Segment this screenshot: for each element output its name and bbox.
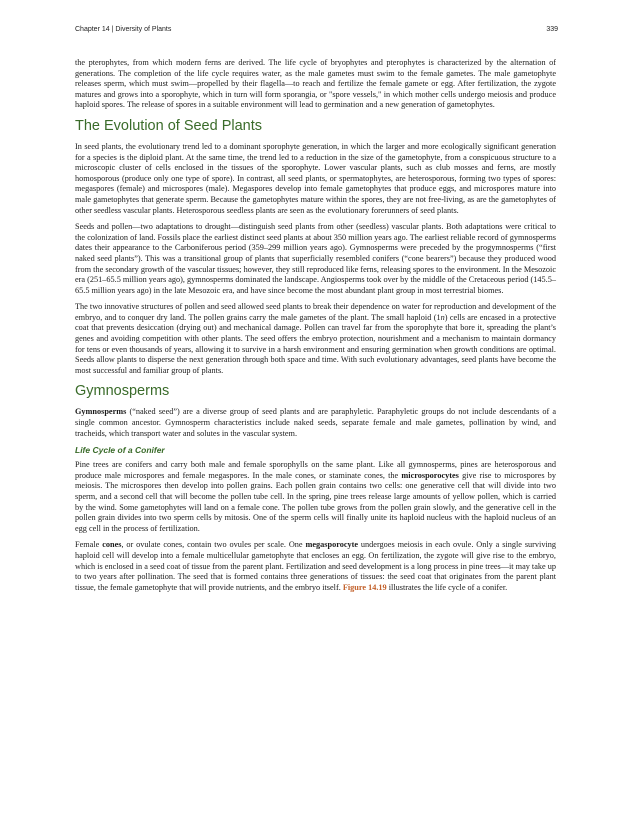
text-span: Pine trees are conifers and carry both male and female sporophylls on the same plant. Like all gymnosperms, pines are heterosporous and produce male microspores and female megaspores. In the male cones, or staminate cones, the [75,460,556,480]
italic-n: n [440,312,445,322]
page-number: 339 [546,26,558,33]
running-head [75,26,558,38]
text-span: illustrates the life cycle of a conifer. [386,582,508,592]
key-term-gymnosperms: Gymnosperms [75,407,127,417]
text-span: ) cells are encased in a protective coat that prevents desiccation (drying out) and mechanical damage. Pollen can travel far from the sporophyte that bore it, spreading the plant’s genes and avoiding competition with other plants. The seed offers the embryo protection, nourishment and a mechanism to maintain dormancy for tens or even thousands of years, allowing it to survive in a harsh environment and ensuring germination when growth conditions are optimal. Seeds allow plants to disperse the next generation through both space and time. With such evolutionary advantages, seed plants have become the most successful and familiar group of plants. [75,312,556,375]
evolution-paragraph-3 [75,302,556,376]
subsection-heading-life-cycle: Life Cycle of a Conifer [75,445,165,456]
text-span: undergoes meiosis in each ovule. Only a single surviving haploid cell will develop into a female multicellular gametophyte that encloses an egg. On fertilization, the zygote will give rise to the embryo, which is enclosed in a seed coat of tissue from the parent plant. Fertilization and seed development is a long process in pine trees—it may take up to two years after pollination. The seed that is formed contains three generations of tissues: the seed coat that originates from the parent plant tissue, the female gametophyte that will provide nutrients, and the embryo itself. [75,540,557,592]
section-heading-gymnosperms: Gymnosperms [75,383,170,400]
conifer-paragraph-2 [75,540,556,593]
evolution-paragraph-1: In seed plants, the evolutionary trend led to a dominant sporophyte generation, in which the larger and more ecologically significant generation for a species is the diploid plant. At the same time, the trend led to a reduction in the size of the gametophyte, from a conspicuous structure to a microscopic cluster of cells enclosed in the tissues of the sporophyte. Lower vascular plants, such as club mosses and ferns, are mostly homosporous (produce only one type of spore). In contrast, all seed plants, or spermatophytes, are heterosporous, forming two types of spores: megaspores (female) and microspores (male). Megaspores develop into female gametophytes that produce eggs, and microspores mature into male gametophytes that generate sperm. Because the gametophytes mature within the spores, they are not free-living, as are the gametophytes of other seedless vascular plants. Heterosporous seedless plants are seen as the evolutionary forerunners of seed plants. [75,141,556,215]
section-heading-evolution: The Evolution of Seed Plants [75,117,263,134]
evolution-paragraph-2: Seeds and pollen—two adaptations to drought—distinguish seed plants from other (seedless) vascular plants. Both adaptations were critical to the colonization of land. Fossils place the earliest distinct seed plants at about 350 million years ago. The earliest reliable record of gymnosperms dates their appearance to the Carboniferous period (359–299 million years ago). Gymnosperms were preceded by the progymnosperms (“first naked seed plants”). This was a transitional group of plants that superficially resembled conifers (“cone bearers”) because they produced wood from the secondary growth of the vascular tissues; however, they still reproduced like ferns, releasing spores to the environment. In the Mesozoic era (251–65.5 million years ago), gymnosperms dominated the landscape. Angiosperms took over by the middle of the Cretaceous period (145.5–65.5 million years ago) in the late Mesozoic era, and have since become the most abundant plant group in most terrestrial biomes. [75,222,556,295]
intro-paragraph: the pterophytes, from which modern ferns are derived. The life cycle of bryophytes and pterophytes is characterized by the alternation of generations. The completion of the life cycle requires water, as the male gametes must swim to the female gametes. The male gametophyte releases sperm, which must swim—propelled by their flagella—to reach and fertilize the female gamete or egg. After fertilization, the zygote matures and grows into a sporophyte, which in turn will form sporangia, or "spore vessels," in which mother cells undergo meiosis and produce haploid spores. The release of spores in a suitable environment will lead to germination and a new generation of gametophytes. [75,58,556,110]
text-span: The two innovative structures of pollen and seed allowed seed plants to break their dependence on water for reproduction and development of the embryo, and to conquer dry land. The pollen grains carry the male gametes of the plant. The small haploid (1 [75,302,556,322]
text-span: give rise to microspores by meiosis. The microspores then develop into pollen grains. Each pollen grain contains two cells: one generative cell that will divide into two sperm, and a second cell that will become the pollen tube cell. In the spring, pine trees release large amounts of yellow pollen, which is carried by the wind. Some gametophytes will land on a female cone. The pollen tube grows from the pollen grain slowly, and the generative cell in the pollen grain divides into two sperm cells by mitosis. One of the sperm cells will finally unite its haploid nucleus with the haploid nucleus of an egg cell in the process of fertilization. [75,470,556,533]
gymnosperms-paragraph-1 [75,407,556,439]
chapter-title: Chapter 14 | Diversity of Plants [75,26,172,33]
text-span: (“naked seed”) are a diverse group of seed plants and are paraphyletic. Paraphyletic groups do not include descendants of a single common ancestor. Gymnosperm characteristics include naked seeds, separate female and male gametes, pollination by wind, and tracheids, which transport water and solutes in the vascular system. [75,407,556,438]
text-span: , or ovulate cones, contain two ovules per scale. One [121,540,306,550]
text-span: Female [75,540,103,550]
conifer-paragraph-1 [75,460,556,534]
key-term-microsporocytes: microsporocytes [401,470,459,480]
key-term-megasporocyte: megasporocyte [305,540,359,550]
figure-link[interactable]: Figure 14.19 [342,582,387,592]
key-term-cones: cones [102,540,122,550]
main-content [75,58,556,599]
